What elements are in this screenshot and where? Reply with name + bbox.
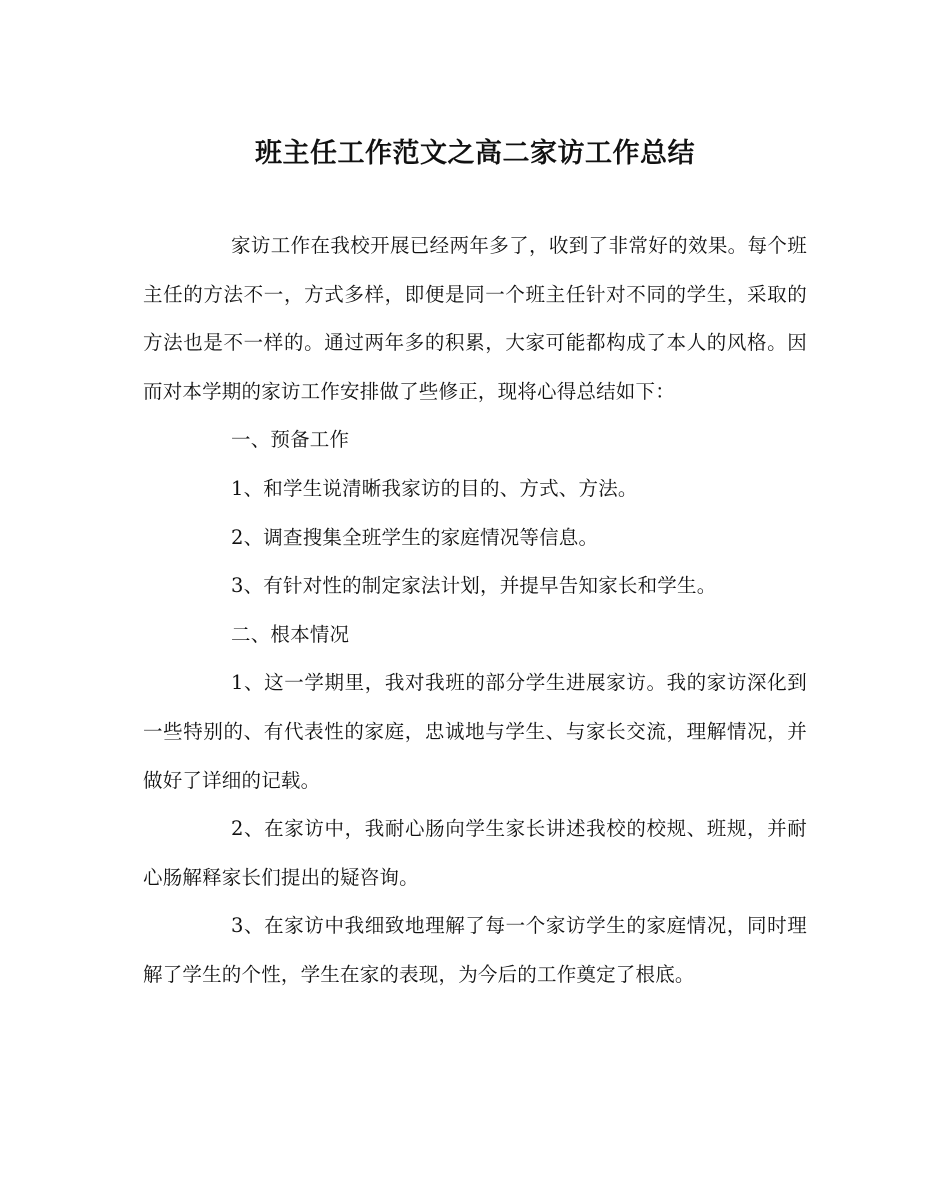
- section-heading-basic-situation: 二、根本情况: [231, 622, 350, 646]
- list-item: 1、这一学期里，我对我班的部分学生进展家访。我的家访深化到一些特别的、有代表性的家庭，忠诚地与学生、与家长交流，理解情况，并做好了详细的记载。: [143, 671, 807, 792]
- list-item: 3、在家访中我细致地理解了每一个家访学生的家庭情况，同时理解了学生的个性，学生在家的表现，为今后的工作奠定了根底。: [143, 914, 807, 986]
- document-body: [143, 222, 807, 1000]
- section-heading-preparation: 一、预备工作: [231, 428, 350, 452]
- list-item: 1、和学生说清晰我家访的目的、方式、方法。: [231, 476, 638, 500]
- paragraph-intro: 家访工作在我校开展已经两年多了，收到了非常好的效果。每个班主任的方法不一，方式多样，即便是同一个班主任针对不同的学生，采取的方法也是不一样的。通过两年多的积累，大家可能都构成了本人的风格。因而对本学期的家访工作安排做了些修正，现将心得总结如下：: [143, 234, 807, 403]
- document-title: 班主任工作范文之高二家访工作总结: [255, 138, 695, 169]
- list-item: 2、调查搜集全班学生的家庭情况等信息。: [231, 525, 599, 549]
- list-item: 3、有针对性的制定家法计划，并提早告知家长和学生。: [231, 574, 717, 598]
- list-item: 2、在家访中，我耐心肠向学生家长讲述我校的校规、班规，并耐心肠解释家长们提出的疑咨询。: [143, 817, 807, 889]
